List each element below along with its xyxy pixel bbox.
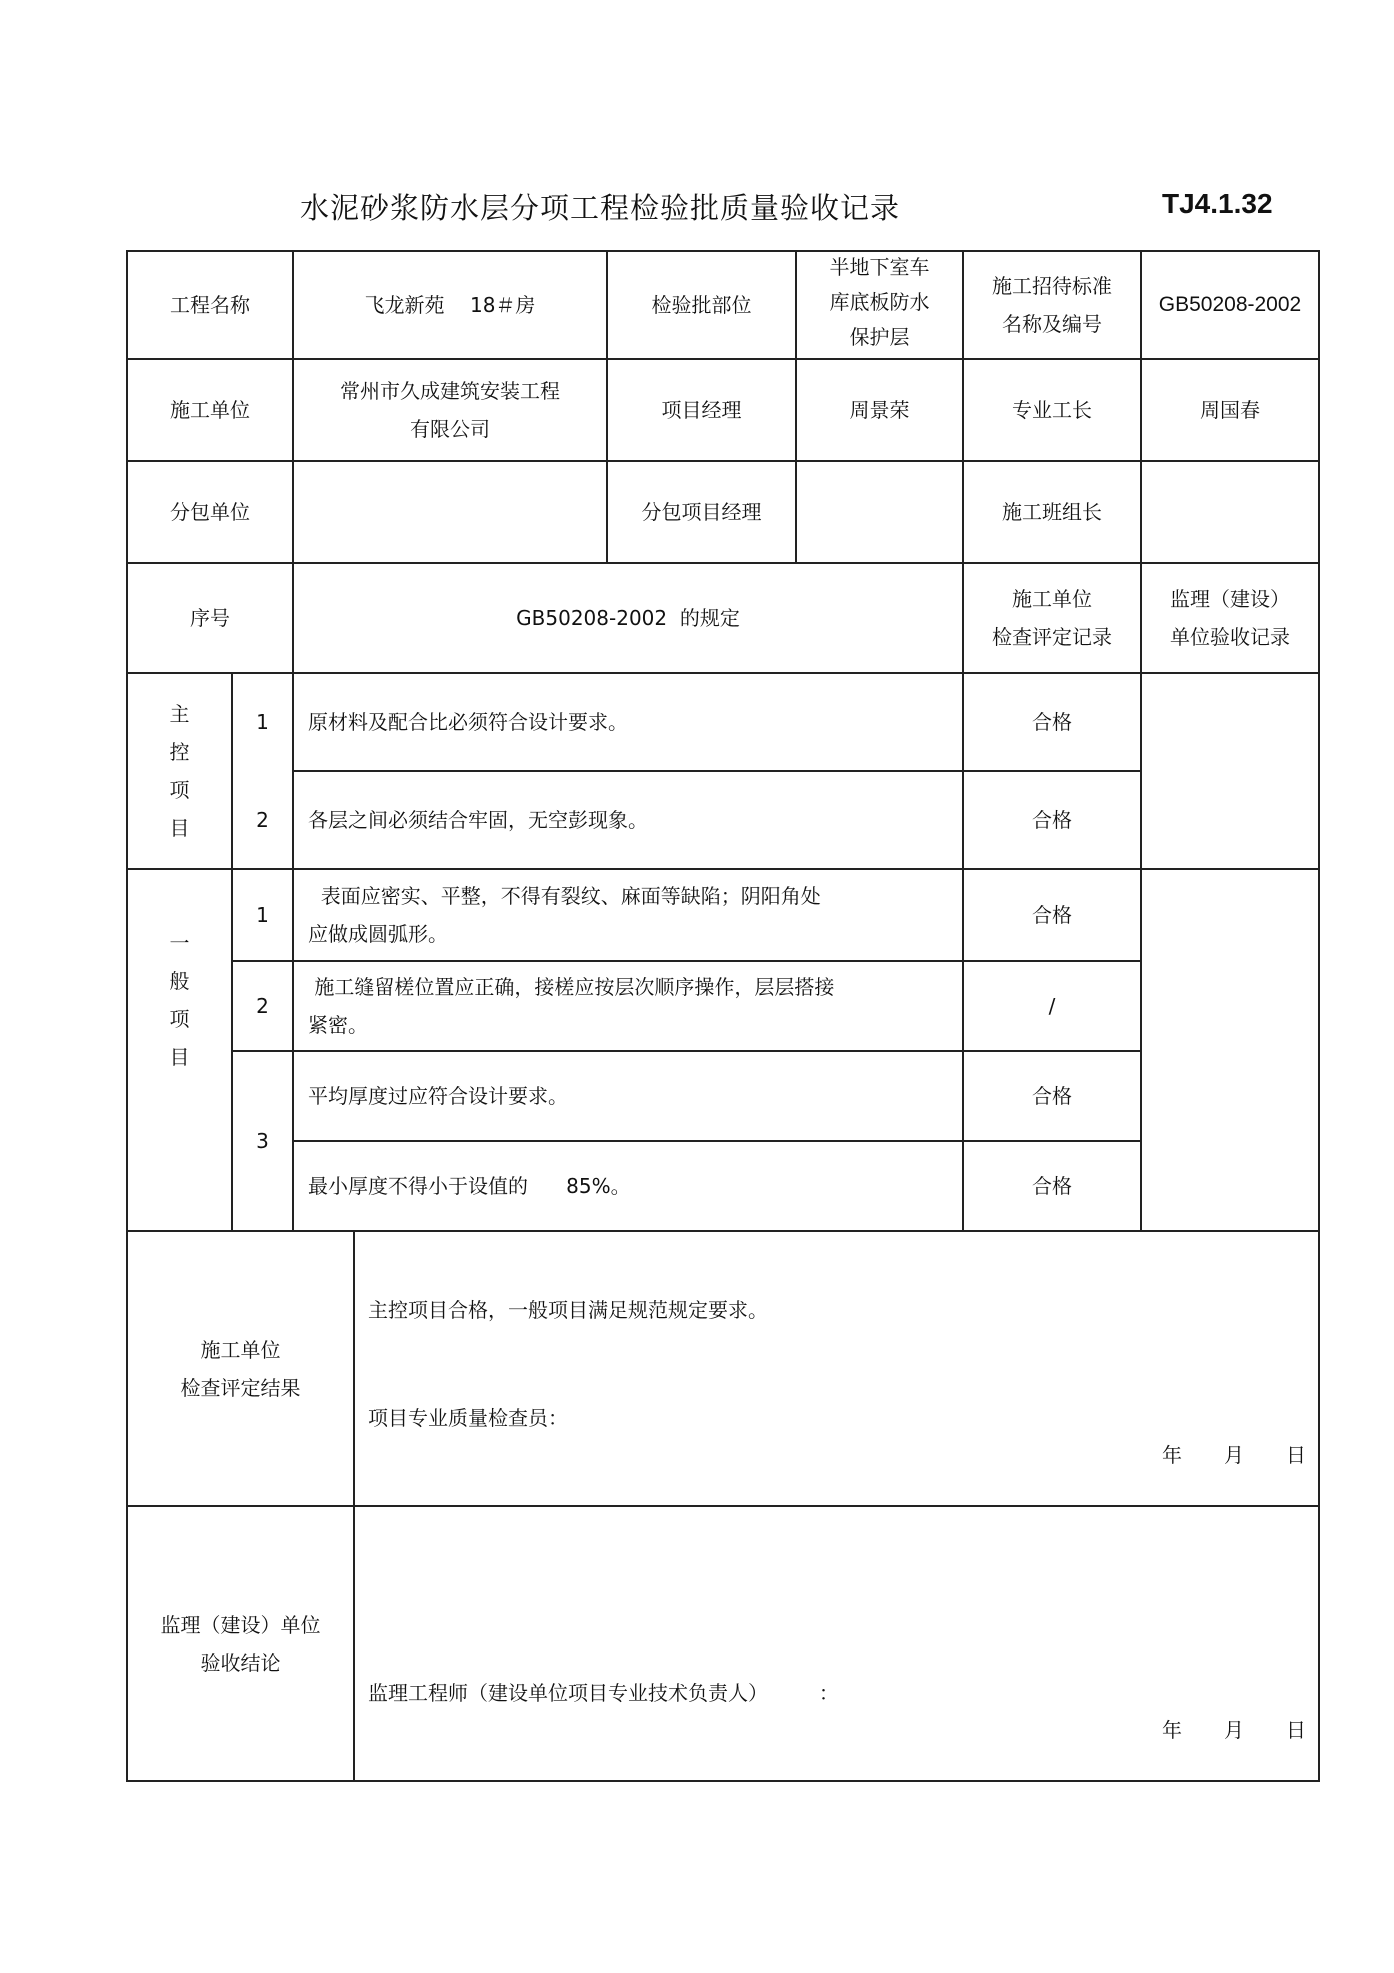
contractor-date (1162, 1437, 1306, 1474)
project-name-value (294, 252, 606, 358)
inspection-part-line-1: 半地下室车 (829, 254, 930, 279)
contractor-conclusion-label (128, 1232, 353, 1505)
main-label-char: 目 (169, 816, 190, 840)
sub-pm-label-text: 分包项目经理 (641, 500, 762, 524)
pm-label (608, 360, 795, 460)
supervisor-date (1162, 1712, 1306, 1749)
foreman-label (964, 360, 1140, 460)
subcontractor-value (294, 462, 606, 562)
supervisor-conclusion-label (128, 1507, 353, 1780)
team-leader-label-text: 施工班组长 (1002, 500, 1102, 524)
general-label-char: 般 (169, 969, 190, 993)
standard-label-line-2: 名称及编号 (1002, 312, 1102, 336)
month-label: 月 (1224, 1718, 1244, 1742)
general-item-text-content: 最小厚度不得小于设值的 85%。 (308, 1174, 631, 1198)
day-label: 日 (1286, 1718, 1306, 1742)
main-item-no (233, 674, 292, 770)
contractor-conclusion-statement: 主控项目合格，一般项目满足规范规定要求。 (368, 1298, 768, 1322)
standard-code-value (1142, 252, 1318, 358)
inspection-part-value (797, 246, 962, 358)
general-item-text (294, 870, 962, 960)
general-label-char: 目 (169, 1045, 190, 1069)
pm-text: 周景荣 (849, 398, 910, 422)
general-item-text-line-2: 应做成圆弧形。 (308, 922, 448, 946)
form-code: TJ4.1.32 (1162, 188, 1273, 219)
main-label-char: 项 (169, 778, 190, 802)
general-item-result-text: 合格 (1032, 1084, 1072, 1108)
supervisor-record-header-line-2: 单位验收记录 (1170, 625, 1290, 649)
main-items-label (128, 674, 231, 868)
main-item-result (964, 772, 1140, 868)
general-label-char: 项 (169, 1007, 190, 1031)
team-leader-value (1142, 462, 1318, 562)
foreman-value (1142, 360, 1318, 460)
seq-header (128, 564, 292, 672)
supervisor-record-header (1142, 564, 1318, 672)
supervisor-conclusion-label-line-2: 验收结论 (200, 1650, 281, 1675)
subcontractor-label-text: 分包单位 (170, 500, 250, 524)
project-name-label-text: 工程名称 (170, 293, 250, 317)
general-item-result (964, 1052, 1140, 1140)
main-item-result-text: 合格 (1032, 808, 1072, 832)
general-item-text-line-2: 紧密。 (308, 1013, 368, 1037)
inspection-part-line-3: 保护层 (849, 324, 910, 349)
inspection-part-line-2: 库底板防水 (829, 289, 930, 314)
main-item-no-text: 1 (256, 710, 269, 734)
supervisor-record-header-line-1: 监理（建设） (1170, 587, 1290, 611)
general-item-no (233, 1052, 292, 1230)
project-name-label (128, 252, 292, 358)
general-label-char: 一 (169, 931, 190, 955)
main-item-text-content: 原材料及配合比必须符合设计要求。 (308, 710, 628, 734)
main-item-no (233, 772, 292, 868)
page-title: 水泥砂浆防水层分项工程检验批质量验收记录 (299, 191, 900, 225)
supervisor-conclusion-label-line-1: 监理（建设）单位 (160, 1612, 321, 1637)
main-item-text-content: 各层之间必须结合牢固，无空彭现象。 (308, 808, 648, 832)
general-item-text (294, 962, 962, 1050)
main-item-result-text: 合格 (1032, 710, 1072, 734)
contractor-label (128, 360, 292, 460)
general-item-text-line-1: 表面应密实、平整，不得有裂纹、麻面等缺陷；阴阳角处 (308, 884, 821, 908)
general-item-text-line-1: 施工缝留槎位置应正确，接槎应按层次顺序操作，层层搭接 (308, 975, 835, 999)
general-item-result-text: / (1048, 994, 1056, 1018)
contractor-record-header-line-1: 施工单位 (1012, 587, 1092, 611)
sub-pm-value (797, 462, 962, 562)
team-leader-label (964, 462, 1140, 562)
general-items-label (128, 900, 231, 1100)
foreman-label-text: 专业工长 (1012, 398, 1092, 422)
inspection-part-label-text: 检验批部位 (651, 293, 752, 317)
standard-label-line-1: 施工招待标准 (992, 274, 1112, 298)
general-item-text-content: 平均厚度过应符合设计要求。 (308, 1084, 568, 1108)
main-item-result (964, 674, 1140, 770)
contractor-conclusion-label-line-2: 检查评定结果 (180, 1375, 301, 1400)
contractor-conclusion-label-line-1: 施工单位 (200, 1337, 281, 1362)
general-item-no (233, 870, 292, 960)
day-label: 日 (1286, 1443, 1306, 1467)
spec-header-text: GB50208-2002 的规定 (516, 606, 740, 630)
quality-inspector-label: 项目专业质量检查员： (368, 1406, 568, 1430)
general-item-no-text: 1 (256, 903, 269, 927)
contractor-record-header-line-2: 检查评定记录 (992, 625, 1112, 649)
main-item-text (294, 772, 962, 868)
general-item-text (294, 1142, 962, 1230)
general-item-no-text: 2 (256, 994, 269, 1018)
main-label-char: 主 (169, 702, 190, 726)
subcontractor-label (128, 462, 292, 562)
main-item-no-text: 2 (256, 808, 269, 832)
inspection-part-label (608, 252, 795, 358)
general-item-no (233, 962, 292, 1050)
contractor-label-text: 施工单位 (170, 398, 250, 422)
general-item-result-text: 合格 (1032, 1174, 1072, 1198)
seq-header-text: 序号 (190, 606, 230, 630)
contractor-line-2: 有限公司 (410, 417, 490, 441)
pm-label-text: 项目经理 (661, 398, 742, 422)
contractor-line-1: 常州市久成建筑安装工程 (340, 379, 560, 403)
pm-value (797, 360, 962, 460)
general-item-result (964, 1142, 1140, 1230)
main-label-char: 控 (169, 740, 190, 764)
general-item-result-text: 合格 (1032, 903, 1072, 927)
general-item-result (964, 962, 1140, 1050)
main-item-text (294, 674, 962, 770)
month-label: 月 (1224, 1443, 1244, 1467)
spec-header (294, 564, 962, 672)
standard-label (964, 252, 1140, 358)
year-label: 年 (1162, 1443, 1182, 1467)
contractor-record-header (964, 564, 1140, 672)
general-item-text (294, 1052, 962, 1140)
project-name-text: 飞龙新苑 18＃房 (364, 293, 536, 317)
standard-code-text: GB50208-2002 (1158, 293, 1302, 316)
sub-pm-label (608, 462, 795, 562)
foreman-text: 周国春 (1200, 398, 1260, 422)
contractor-value (294, 360, 606, 460)
general-item-result (964, 870, 1140, 960)
supervising-engineer-label: 监理工程师（建设单位项目专业技术负责人） ： (368, 1681, 839, 1705)
year-label: 年 (1162, 1718, 1182, 1742)
general-item-no-text: 3 (256, 1129, 269, 1153)
